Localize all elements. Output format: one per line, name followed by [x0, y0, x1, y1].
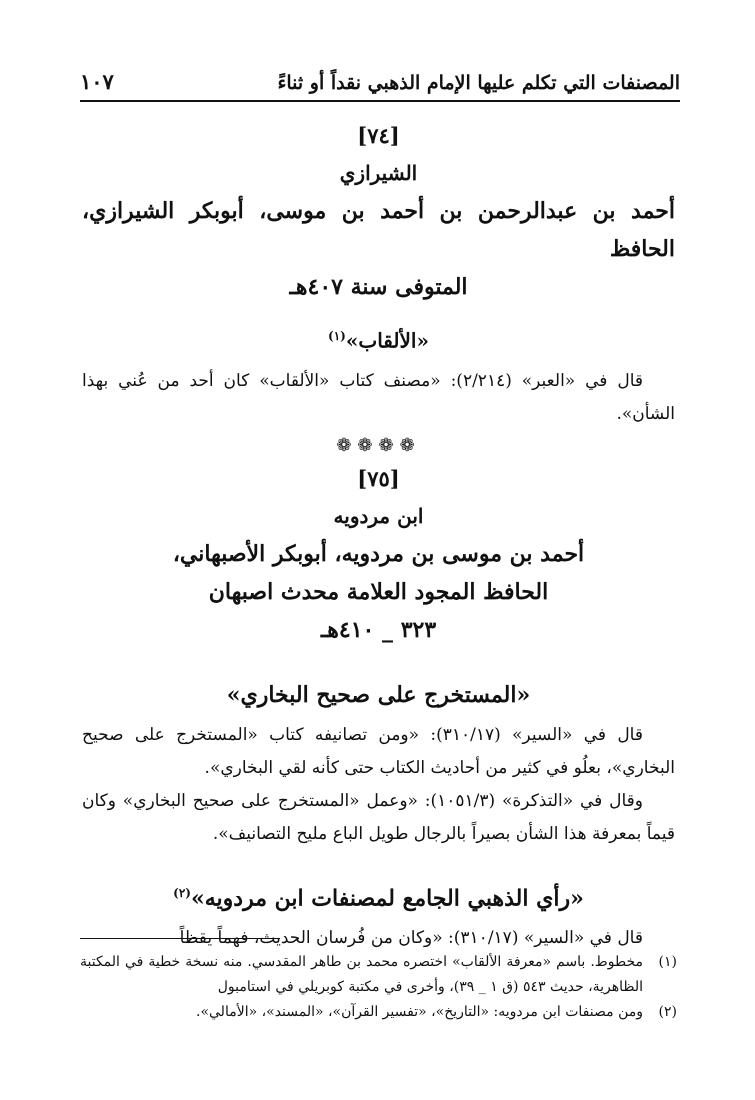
entry-75-nisba: ابن مردويه — [333, 503, 424, 528]
entry-74-quote: قال في «العبر» (٢/٢١٤): «مصنف كتاب «الألقاب» كان أحد من عُني بهذا الشأن». — [82, 370, 675, 424]
entry-75-quote-siyar-2: قال في «السير» (٣١٠/١٧): «وكان من فُرسان الحديث، فهماً يقظاً — [179, 927, 643, 948]
footnote-text: ومن مصنفات ابن مردويه: «التاريخ»، «تفسير القرآن»، «المسند»، «الأمالي». — [196, 1004, 643, 1020]
entry-75-opinion-title — [82, 873, 675, 918]
section-separator: ❁❁❁❁ — [336, 434, 421, 456]
main-text — [82, 118, 675, 955]
footnote-ref-1: (١) — [328, 329, 346, 343]
running-title: المصنفات التي تكلم عليها الإمام الذهبي نقداً أو ثناءً — [277, 72, 680, 94]
entry-75-book-title: «المستخرج على صحيح البخاري» — [226, 681, 531, 708]
footnote-mark: (١) — [658, 954, 677, 970]
page-number: ١٠٧ — [80, 69, 114, 94]
entry-75-dates: ٣٢٣ _ ٤١٠هـ — [320, 616, 437, 643]
entry-74-book-title — [82, 316, 675, 361]
running-header — [80, 58, 680, 102]
entry-75-quote-tadhkira: وقال في «التذكرة» (١٠٥١/٣): «وعمل «المستخرج على صحيح البخاري» وكان قيماً بمعرفة هذا الشأن بصيراً بالرجال طويل الباع مليح التصانيف». — [82, 790, 675, 844]
entry-75-epithet: الحافظ المجود العلامة محدث اصبهان — [208, 578, 549, 605]
entry-75-name: أحمد بن موسى بن مردويه، أبوبكر الأصبهاني، — [172, 540, 585, 567]
footnotes — [80, 950, 677, 1025]
entry-75-number: [٧٥] — [357, 465, 400, 491]
entry-74-number: [٧٤] — [357, 123, 400, 148]
footnote-mark: (٢) — [658, 1004, 677, 1020]
entry-74-name: أحمد بن عبدالرحمن بن أحمد بن موسى، أبوبكر الشيرازي، الحافظ — [82, 198, 675, 262]
entry-75-quote-siyar: قال في «السير» (٣١٠/١٧): «ومن تصانيفه كتاب «المستخرج على صحيح البخاري»، بعلُو في كثير من أحاديث الكتاب حتى كأنه لقي البخاري». — [82, 724, 675, 778]
footnote-text: مخطوط. باسم «معرفة الألقاب» اختصره محمد بن طاهر المقدسي. منه نسخة خطية في المكتبة الظاهرية، حديث ٥٤٣ (ق ١ _ ٣٩)، وأخرى في مكتبة كوبريلي في استامبول — [80, 954, 643, 995]
footnote-2 — [80, 1000, 677, 1025]
entry-74-nisba: الشيرازي — [339, 161, 418, 185]
entry-74-death-date: المتوفى سنة ٤٠٧هـ — [289, 274, 468, 300]
footnote-ref-2: (٢) — [173, 885, 191, 900]
opinion-title-text: «رأي الذهبي الجامع لمصنفات ابن مردويه» — [190, 884, 584, 911]
footnote-divider — [80, 938, 280, 939]
book-title-text: «الألقاب» — [345, 328, 429, 353]
footnote-1 — [80, 950, 677, 1000]
